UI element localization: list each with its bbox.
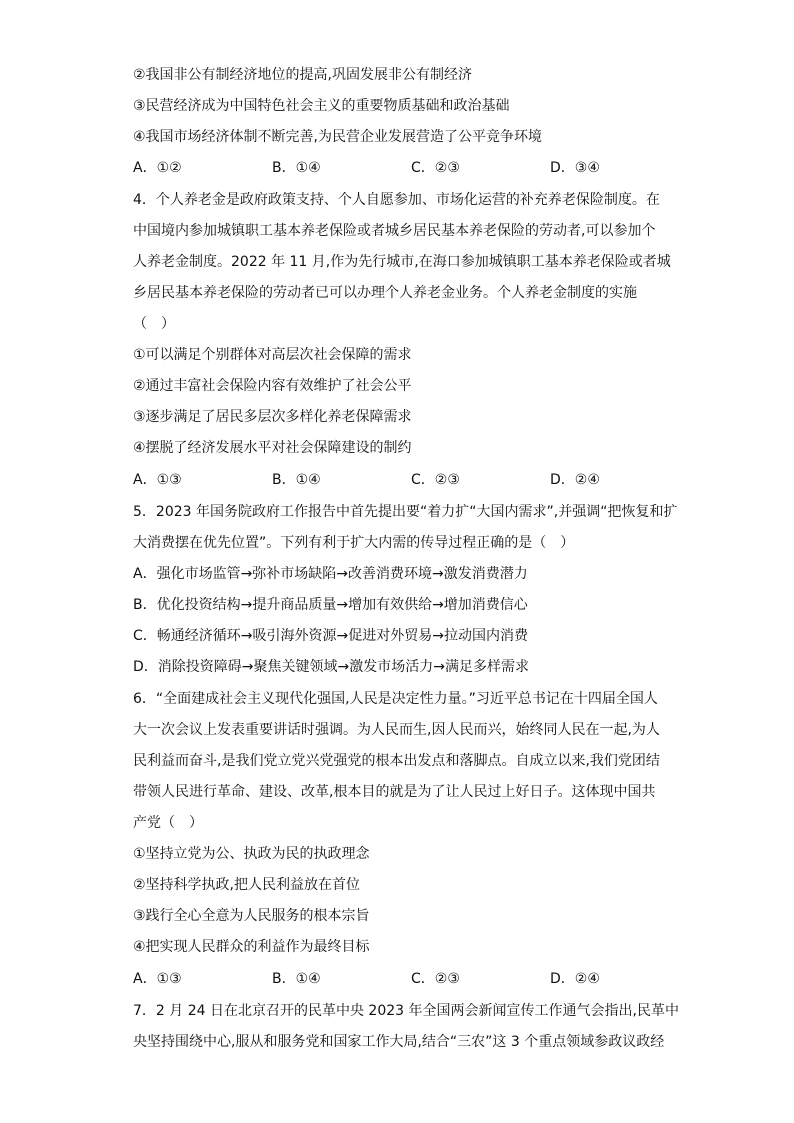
q4-stem-line: 中国境内参加城镇职工基本养老保险或者城乡居民基本养老保险的劳动者,可以参加个 (133, 223, 656, 239)
q6-item-1: ①坚持立党为公、执政为民的执政理念 (133, 846, 370, 862)
q3-option-d[interactable]: D．③④ (550, 160, 600, 176)
q3-item-4: ④我国市场经济体制不断完善,为民营企业发展营造了公平竞争环境 (133, 129, 542, 145)
q4-option-b[interactable]: B．①④ (272, 472, 321, 488)
q6-item-2: ②坚持科学执政,把人民利益放在首位 (133, 877, 361, 893)
q3-option-b[interactable]: B．①④ (272, 160, 321, 176)
q4-item-4: ④摆脱了经济发展水平对社会保障建设的制约 (133, 440, 412, 456)
q4-stem-line: 乡居民基本养老保险的劳动者已可以办理个人养老金业务。个人养老金制度的实施 (133, 285, 637, 301)
q3-item-3: ③民营经济成为中国特色社会主义的重要物质基础和政治基础 (133, 98, 510, 114)
q6-stem-line: 民利益而奋斗,是我们党立党兴党强党的根本出发点和落脚点。自成立以来,我们党团结 (133, 753, 660, 769)
q6-option-a[interactable]: A．①③ (133, 971, 182, 987)
q6-stem-line: 6．“全面建成社会主义现代化强国,人民是决定性力量。”习近平总书记在十四届全国人 (133, 691, 658, 707)
q6-options (133, 969, 653, 989)
q6-option-b[interactable]: B．①④ (272, 971, 321, 987)
q4-option-d[interactable]: D．②④ (550, 472, 600, 488)
q4-option-a[interactable]: A．①③ (133, 472, 182, 488)
q5-choice-c[interactable]: C．畅通经济循环→吸引海外资源→促进对外贸易→拉动国内消费 (133, 628, 528, 644)
q3-option-a[interactable]: A．①② (133, 160, 182, 176)
q5-stem-line: 5．2023 年国务院政府工作报告中首先提出要“着力扩“大国内需求”,并强调“把恢复和扩 (133, 504, 678, 520)
q6-item-3: ③践行全心全意为人民服务的根本宗旨 (133, 908, 370, 924)
q4-item-1: ①可以满足个别群体对高层次社会保障的需求 (133, 347, 412, 363)
q4-stem-line: 4．个人养老金是政府政策支持、个人自愿参加、市场化运营的补充养老保险制度。在 (133, 192, 660, 208)
q7-stem-line: 央坚持围绕中心,服从和服务党和国家工作大局,结合“三农”这 3 个重点领域参政议政经 (133, 1034, 665, 1050)
q3-item-2: ②我国非公有制经济地位的提高,巩固发展非公有制经济 (133, 67, 472, 83)
q4-option-c[interactable]: C．②③ (411, 472, 460, 488)
q6-option-d[interactable]: D．②④ (550, 971, 600, 987)
q4-item-3: ③逐步满足了居民多层次多样化养老保障需求 (133, 409, 412, 425)
q6-stem-line: 带领人民进行革命、建设、改革,根本目的就是为了让人民过上好日子。这体现中国共 (133, 784, 656, 800)
q4-answer-blank: （ ） (133, 316, 175, 332)
q5-choice-b[interactable]: B．优化投资结构→提升商品质量→增加有效供给→增加消费信心 (133, 597, 528, 613)
q3-options (133, 158, 653, 178)
q3-option-c[interactable]: C．②③ (411, 160, 460, 176)
q5-choice-a[interactable]: A．强化市场监管→弥补市场缺陷→改善消费环境→激发消费潜力 (133, 566, 528, 582)
q6-item-4: ④把实现人民群众的利益作为最终目标 (133, 939, 370, 955)
q6-option-c[interactable]: C．②③ (411, 971, 460, 987)
q4-stem-line: 人养老金制度。2022 年 11 月,作为先行城市,在海口参加城镇职工基本养老保险或者城 (133, 254, 671, 270)
q4-item-2: ②通过丰富社会保险内容有效维护了社会公平 (133, 378, 412, 394)
q6-stem-line: 大一次会议上发表重要讲话时强调。为人民而生,因人民而兴，始终同人民在一起,为人 (133, 722, 660, 738)
q4-options (133, 470, 653, 490)
q5-stem-line: 大消费摆在优先位置”。下列有利于扩大内需的传导过程正确的是（ ） (133, 535, 575, 551)
q6-stem-line: 产党（ ） (133, 815, 203, 831)
q7-stem-line: 7．2 月 24 日在北京召开的民革中央 2023 年全国两会新闻宣传工作通气会指出,民革中 (133, 1003, 679, 1019)
q5-choice-d[interactable]: D．消除投资障碍→聚焦关键领域→激发市场活力→满足多样需求 (133, 659, 529, 675)
